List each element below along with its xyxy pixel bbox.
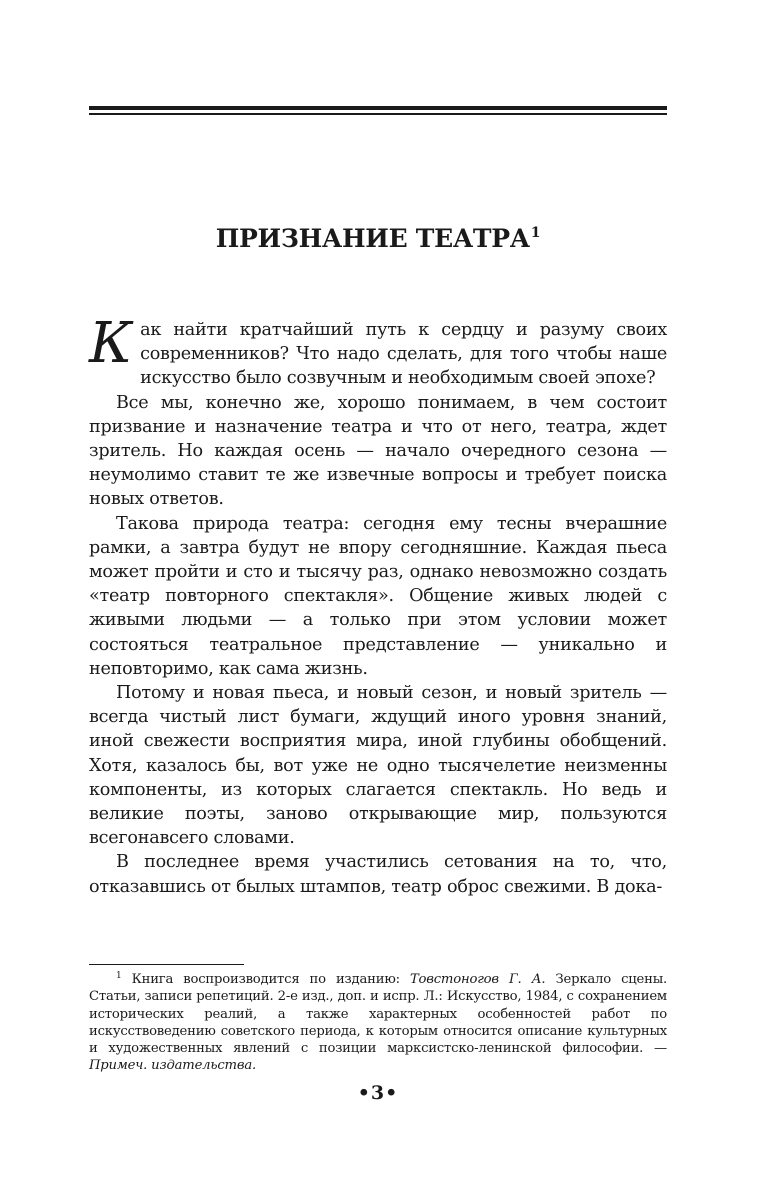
top-rule-thick: [89, 106, 667, 110]
paragraph-2: Все мы, конечно же, хорошо понимаем, в чем состоит призвание и назначение театра и что от него, театра, ждет зритель. Но каждая осень — начало очередного сезона — неумолимо ставит те же извечные вопросы и требует поиска новых ответов.: [89, 392, 667, 510]
footnote-rule: [89, 964, 244, 965]
chapter-title: [89, 224, 667, 253]
footnote-text-middle: Зеркало сцены. Статьи, записи репетиций. 2-е изд., доп. и испр. Л.: Искусство, 1984, с сохранением исторических реалий, а также характерных особенностей работ по искусствоведению советского периода, к которым относится описание культурных и художественных явлений с позиции марксистско-ленинской философии. —: [89, 972, 668, 1057]
body-text: [89, 311, 667, 899]
chapter-footnote-marker: 1: [530, 225, 541, 241]
footnote-author: Товстоногов Г. А.: [409, 972, 546, 987]
page-number: •3•: [357, 1082, 399, 1104]
paragraph-3: Такова природа театра: сегодня ему тесны вчерашние рамки, а завтра будут не впору сегодняшние. Каждая пьеса может пройти и сто и тысячу раз, однако невозможно создать «театр повторного спектакля». Общение живых людей с живыми людьми — а только при этом условии может состояться театральное представление — уникально и неповторимо, как сама жизнь.: [89, 513, 667, 679]
paragraph-1-text: ак найти кратчайший путь к сердцу и разуму своих современников? Что надо сделать, для того чтобы наше искусство было созвучным и необходимым своей эпохе?: [140, 320, 667, 389]
footnote-text-before: Книга воспроизводится по изданию:: [121, 972, 410, 987]
paragraph-1: [89, 311, 667, 391]
dropcap: К: [89, 311, 133, 376]
paragraph-5: В последнее время участились сетования на то, что, отказавшись от былых штампов, театр оброс свежими. В дока-: [89, 852, 667, 897]
chapter-title-text: ПРИЗНАНИЕ ТЕАТРА: [215, 224, 530, 253]
top-rule-thin: [89, 113, 667, 115]
footnote-marker: 1: [116, 971, 122, 981]
footnote: [89, 968, 667, 1075]
paragraph-4: Потому и новая пьеса, и новый сезон, и новый зритель — всегда чистый лист бумаги, ждущий иного уровня знаний, иной свежести восприятия мира, иной глубины обобщений. Хотя, казалось бы, вот уже не одно тысячелетие неизменны компоненты, из которых слагается спектакль. Но ведь и великие поэты, заново открывающие мир, пользуются всегонавсего словами.: [89, 683, 667, 849]
footnote-note: Примеч. издательства.: [89, 1058, 256, 1074]
